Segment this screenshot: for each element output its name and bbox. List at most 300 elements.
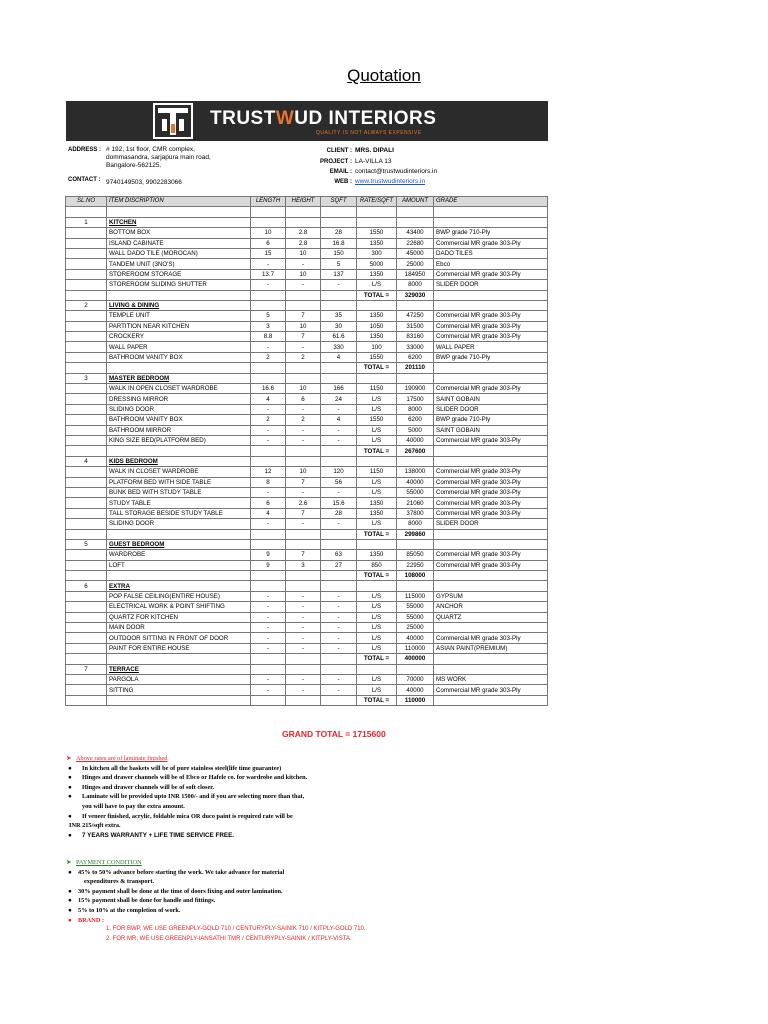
table-cell: SAINT GOBAIN (434, 394, 548, 404)
table-cell: 47250 (397, 311, 434, 321)
table-cell (286, 664, 321, 674)
table-cell: - (321, 519, 357, 529)
table-cell: WALK IN OPEN CLOSET WARDROBE (107, 384, 251, 394)
col-header: RATE/SQFT (357, 197, 397, 207)
table-cell: Commercial MR grade 303-Ply (434, 487, 548, 497)
table-cell: L/S (357, 602, 397, 612)
table-cell (251, 217, 286, 227)
total-row (66, 290, 548, 300)
section-number: 4 (66, 456, 107, 466)
table-cell (397, 539, 434, 549)
section-row (66, 664, 548, 674)
table-cell (286, 300, 321, 310)
table-cell (66, 467, 107, 477)
table-cell (66, 477, 107, 487)
table-row (66, 321, 548, 331)
table-row (66, 435, 548, 445)
brand-line: 1. FOR BWP, WE USE GREENPLY-GOLD 710 / CENTURYPLY-SAINIK 710 / KITPLY-GOLD 710. (106, 926, 366, 933)
table-cell (66, 384, 107, 394)
table-cell (321, 363, 357, 373)
table-cell: MAIN DOOR (107, 623, 251, 633)
table-cell (286, 539, 321, 549)
table-cell (434, 654, 548, 664)
table-cell: 137 (321, 269, 357, 279)
table-row (66, 498, 548, 508)
table-cell: 5 (251, 311, 286, 321)
table-cell: 184950 (397, 269, 434, 279)
table-cell: 6200 (397, 352, 434, 362)
table-cell: 17500 (397, 394, 434, 404)
table-cell: SITTING (107, 685, 251, 695)
table-cell: - (321, 435, 357, 445)
table-cell: 12 (251, 467, 286, 477)
table-cell: 30 (321, 321, 357, 331)
brand-banner (66, 101, 548, 141)
table-cell (357, 456, 397, 466)
total-row (66, 363, 548, 373)
col-header: GRADE (434, 197, 548, 207)
section-name: TERRACE (107, 664, 251, 674)
table-cell (286, 654, 321, 664)
table-cell (66, 290, 107, 300)
table-row (66, 415, 548, 425)
table-row (66, 560, 548, 570)
table-cell: - (251, 487, 286, 497)
table-cell: 21060 (397, 498, 434, 508)
table-cell: 28 (321, 228, 357, 238)
table-cell: 25000 (397, 259, 434, 269)
table-cell: 8 (251, 477, 286, 487)
table-row (66, 384, 548, 394)
table-cell (66, 435, 107, 445)
table-cell: Commercial MR grade 303-Ply (434, 550, 548, 560)
total-value: 110000 (397, 695, 434, 705)
table-cell: 100 (357, 342, 397, 352)
table-cell: 9 (251, 560, 286, 570)
table-cell: - (286, 425, 321, 435)
table-cell (321, 571, 357, 581)
table-cell: 10 (286, 467, 321, 477)
table-cell: 8000 (397, 519, 434, 529)
project-label: PROJECT : (319, 159, 352, 165)
table-cell: - (251, 612, 286, 622)
quotation-table (65, 196, 548, 706)
table-cell (66, 519, 107, 529)
table-cell: - (251, 633, 286, 643)
table-cell (66, 228, 107, 238)
table-cell: - (321, 591, 357, 601)
table-cell: - (321, 425, 357, 435)
table-row (66, 425, 548, 435)
table-cell: 45000 (397, 248, 434, 258)
table-cell: ANCHOR (434, 602, 548, 612)
table-cell (286, 217, 321, 227)
total-label: TOTAL = (357, 654, 397, 664)
table-cell: SLIDER DOOR (434, 280, 548, 290)
table-cell: Commercial MR grade 303-Ply (434, 508, 548, 518)
table-cell (66, 560, 107, 570)
table-cell (321, 539, 357, 549)
address-line: Bangalore-562125. (106, 162, 162, 169)
table-cell: - (321, 602, 357, 612)
section-number: 5 (66, 539, 107, 549)
table-cell: - (251, 280, 286, 290)
table-row (66, 623, 548, 633)
table-cell (286, 446, 321, 456)
table-cell: 10 (251, 228, 286, 238)
table-cell: SLIDER DOOR (434, 519, 548, 529)
table-cell: 1050 (357, 321, 397, 331)
table-cell: L/S (357, 394, 397, 404)
laminate-heading: Above rates are of laminate finished (76, 755, 168, 762)
table-cell: 138000 (397, 467, 434, 477)
section-number: 6 (66, 581, 107, 591)
table-cell: Commercial MR grade 303-Ply (434, 560, 548, 570)
table-cell: L/S (357, 280, 397, 290)
trustwud-logo-icon (152, 101, 194, 141)
table-cell (357, 373, 397, 383)
table-cell (251, 664, 286, 674)
table-cell (321, 456, 357, 466)
bullet-icon: ● (68, 887, 72, 895)
table-cell: 16.8 (321, 238, 357, 248)
table-cell: 1150 (357, 384, 397, 394)
table-cell: Commercial MR grade 303-Ply (434, 467, 548, 477)
bullet-icon: ● (68, 793, 72, 801)
note-item: 7 YEARS WARRANTY + LIFE TIME SERVICE FREE. (82, 831, 235, 839)
note-item: you will have to pay the extra amount. (82, 802, 185, 810)
table-cell: - (251, 591, 286, 601)
bullet-icon: ● (68, 868, 72, 876)
table-cell: 10 (286, 384, 321, 394)
table-cell (107, 290, 251, 300)
table-cell: L/S (357, 643, 397, 653)
table-cell (434, 664, 548, 674)
table-cell (66, 238, 107, 248)
table-cell: 7 (286, 332, 321, 342)
table-cell (357, 300, 397, 310)
table-cell (357, 664, 397, 674)
table-cell: - (251, 425, 286, 435)
table-header-row (66, 197, 548, 207)
table-row (66, 342, 548, 352)
total-label: TOTAL = (357, 571, 397, 581)
table-cell: Commercial MR grade 303-Ply (434, 477, 548, 487)
section-row (66, 456, 548, 466)
table-cell: WALL PAPER (434, 342, 548, 352)
note-item: Hinges and drawer channels will be of soft closer. (82, 783, 215, 791)
table-cell: L/S (357, 633, 397, 643)
table-cell: 190900 (397, 384, 434, 394)
table-cell: 7 (286, 550, 321, 560)
table-cell: Ebco (434, 259, 548, 269)
table-row (66, 519, 548, 529)
table-cell: STOREROOM SLIDING SHUTTER (107, 280, 251, 290)
table-cell: L/S (357, 477, 397, 487)
total-value: 299860 (397, 529, 434, 539)
table-cell: 63 (321, 550, 357, 560)
email-value[interactable]: contact@trustwudinteriors.in (355, 168, 438, 175)
table-cell: - (251, 685, 286, 695)
table-row (66, 633, 548, 643)
table-cell (66, 633, 107, 643)
table-cell (434, 539, 548, 549)
table-cell (434, 207, 548, 217)
table-cell: 3 (286, 560, 321, 570)
page-title: Quotation (347, 66, 421, 85)
table-cell (357, 207, 397, 217)
table-cell: MS WORK (434, 674, 548, 684)
table-cell: 166 (321, 384, 357, 394)
col-header: LENGTH (251, 197, 286, 207)
bullet-icon: ● (68, 831, 72, 839)
table-cell: - (251, 259, 286, 269)
table-cell (397, 456, 434, 466)
address-line: # 192, 1st floor, CMR complex, (106, 146, 195, 153)
table-cell (107, 695, 251, 705)
table-cell: 150 (321, 248, 357, 258)
table-cell (66, 415, 107, 425)
table-cell (251, 363, 286, 373)
table-cell: 2.8 (286, 238, 321, 248)
table-cell: - (286, 602, 321, 612)
table-cell: - (321, 487, 357, 497)
section-name: GUEST BEDROOM (107, 539, 251, 549)
table-row (66, 269, 548, 279)
table-cell (251, 300, 286, 310)
table-cell: Commercial MR grade 303-Ply (434, 435, 548, 445)
total-label: TOTAL = (357, 290, 397, 300)
contact-value: 9740149503, 9902283066 (106, 179, 182, 186)
table-cell: SLIDER DOOR (434, 404, 548, 414)
table-cell (66, 311, 107, 321)
table-cell: PLATFORM BED WITH SIDE TABLE (107, 477, 251, 487)
table-cell (107, 529, 251, 539)
table-cell (286, 571, 321, 581)
table-cell (107, 363, 251, 373)
bullet-icon: ● (68, 764, 72, 772)
table-cell: 40000 (397, 685, 434, 695)
client-value: MRS. DIPALI (355, 147, 394, 154)
table-cell: 40000 (397, 633, 434, 643)
table-cell: 2.8 (286, 228, 321, 238)
table-cell: QUARTZ (434, 612, 548, 622)
email-label: EMAIL : (329, 169, 352, 175)
table-cell (321, 654, 357, 664)
table-cell: 43400 (397, 228, 434, 238)
table-cell (66, 685, 107, 695)
table-cell: 10 (286, 321, 321, 331)
section-name: MASTER BEDROOM (107, 373, 251, 383)
table-row (66, 612, 548, 622)
table-cell: 10 (286, 269, 321, 279)
table-cell: - (251, 623, 286, 633)
table-cell: 8000 (397, 280, 434, 290)
table-cell: 24 (321, 394, 357, 404)
table-cell: - (286, 435, 321, 445)
table-cell (397, 207, 434, 217)
table-cell: Commercial MR grade 303-Ply (434, 269, 548, 279)
table-cell: - (286, 280, 321, 290)
table-cell: 28 (321, 508, 357, 518)
table-cell (286, 207, 321, 217)
table-cell: - (321, 643, 357, 653)
section-name: EXTRA (107, 581, 251, 591)
table-cell: 1350 (357, 311, 397, 321)
payment-block: ➤ PAYMENT CONDITION ● 45% to 50% advance before starting the work. We take advance for material expenditures & transport. ● 30% payment shall be done at the time of doors fixing and outer lamination. ● 15% payment shall be done for handle and fittings. ● 5% to 10% at the completion of work. ● BRAND : 1. FOR BWP, WE USE GREENPLY-GOLD 710 / CENTURYPLY-SAINIK 710 / KITPLY-GOLD 710. 2. FOR MR, WE USE GREENPLY-IANSATHI TMR / CENTURYPLY-SAINIK / KITPLY-VISTA. (66, 858, 706, 944)
table-cell: 5 (321, 259, 357, 269)
table-cell: 55000 (397, 602, 434, 612)
section-row (66, 373, 548, 383)
table-row (66, 674, 548, 684)
table-cell (251, 207, 286, 217)
total-value: 108000 (397, 571, 434, 581)
table-cell: BOTTOM BOX (107, 228, 251, 238)
table-cell: 1550 (357, 415, 397, 425)
col-header: SQFT (321, 197, 357, 207)
table-cell: WALL DADO TILE (MOROCAN) (107, 248, 251, 258)
table-row (66, 311, 548, 321)
bullet-icon: ● (68, 774, 72, 782)
table-cell: 4 (321, 415, 357, 425)
table-cell (66, 259, 107, 269)
table-cell: Commercial MR grade 303-Ply (434, 384, 548, 394)
table-row (66, 259, 548, 269)
table-cell: 10 (286, 248, 321, 258)
table-cell: 6 (251, 238, 286, 248)
client-label: CLIENT : (326, 148, 352, 154)
table-cell: ASIAN PAINT(PREMIUM) (434, 643, 548, 653)
table-row (66, 550, 548, 560)
total-row (66, 529, 548, 539)
table-row (66, 404, 548, 414)
table-cell: 40000 (397, 477, 434, 487)
table-cell (66, 602, 107, 612)
table-cell: 27 (321, 560, 357, 570)
table-cell (66, 508, 107, 518)
payment-item: 5% to 10% at the completion of work. (78, 906, 181, 914)
table-cell (434, 623, 548, 633)
table-cell (66, 654, 107, 664)
table-cell: 40000 (397, 435, 434, 445)
table-cell: L/S (357, 623, 397, 633)
table-cell: WALK IN CLOSET WARDROBE (107, 467, 251, 477)
table-cell (286, 373, 321, 383)
table-cell: BWP grade 710-Ply (434, 352, 548, 362)
total-value: 329030 (397, 290, 434, 300)
table-cell: 7 (286, 508, 321, 518)
table-cell: 85050 (397, 550, 434, 560)
payment-item: 15% payment shall be done for handle and fittings. (78, 897, 216, 905)
table-cell: L/S (357, 487, 397, 497)
table-cell: 850 (357, 560, 397, 570)
table-cell: 8.8 (251, 332, 286, 342)
table-cell: 83160 (397, 332, 434, 342)
table-cell: - (321, 404, 357, 414)
table-cell: - (286, 404, 321, 414)
bullet-icon: ● (68, 916, 72, 924)
table-cell (397, 217, 434, 227)
table-cell: DADO TILES (434, 248, 548, 258)
table-cell (66, 332, 107, 342)
table-cell: Commercial MR grade 303-Ply (434, 321, 548, 331)
table-cell: 16.6 (251, 384, 286, 394)
table-cell (66, 498, 107, 508)
table-cell (321, 664, 357, 674)
table-cell: 2 (251, 415, 286, 425)
table-cell: 4 (251, 508, 286, 518)
address-block (68, 146, 101, 154)
table-cell: 110000 (397, 643, 434, 653)
table-cell (434, 695, 548, 705)
table-cell (66, 404, 107, 414)
table-cell: L/S (357, 685, 397, 695)
table-cell: DRESSING MIRROR (107, 394, 251, 404)
table-cell (251, 539, 286, 549)
table-cell: QUARTZ FOR KITCHEN (107, 612, 251, 622)
table-cell: ISLAND CABINATE (107, 238, 251, 248)
table-row (66, 394, 548, 404)
table-cell (251, 529, 286, 539)
table-cell (251, 290, 286, 300)
table-cell: 31500 (397, 321, 434, 331)
table-cell (251, 654, 286, 664)
table-cell (66, 487, 107, 497)
table-row (66, 643, 548, 653)
table-cell (434, 217, 548, 227)
table-cell (66, 269, 107, 279)
table-cell: - (286, 259, 321, 269)
payment-item: expenditures & transport. (84, 878, 155, 886)
web-link[interactable]: www.trustwudinteriors.in (355, 178, 426, 185)
table-row (66, 508, 548, 518)
table-cell: 5000 (357, 259, 397, 269)
table-cell (321, 581, 357, 591)
table-cell: 55000 (397, 487, 434, 497)
web-label: WEB : (334, 179, 352, 185)
notes-block: ➤ Above rates are of laminate finished ● In kitchen all the baskets will be of pure stainless steel(life time guarantee) ● Hinges and drawer channels will be of Ebco or Hafele co. for wardrobe and kitchen. ● Hinges and drawer channels will be of soft closer. ● Laminate will be provided upto INR 1500/- and if you are selecting more than that, you will have to pay the extra amount. ● If veneer finished, acrylic, foldable mica OR duco paint is required rate will be INR 215/sqft extra. ● 7 YEARS WARRANTY + LIFE TIME SERVICE FREE. (66, 755, 308, 839)
table-cell (107, 446, 251, 456)
table-cell: 2 (251, 352, 286, 362)
table-cell: 300 (357, 248, 397, 258)
table-cell: - (251, 602, 286, 612)
table-cell: 9 (251, 550, 286, 560)
table-cell: - (251, 435, 286, 445)
table-cell: 1350 (357, 269, 397, 279)
table-cell: - (286, 685, 321, 695)
table-cell: 8000 (397, 404, 434, 414)
table-cell: BATHROOM MIRROR (107, 425, 251, 435)
table-cell (107, 571, 251, 581)
table-cell (66, 612, 107, 622)
col-header: SL.NO (66, 197, 107, 207)
table-cell: STUDY TABLE (107, 498, 251, 508)
table-cell (286, 695, 321, 705)
table-cell: 70000 (397, 674, 434, 684)
table-cell (66, 623, 107, 633)
table-cell: BATHROOM VANITY BOX (107, 352, 251, 362)
section-name: LIVING & DINING (107, 300, 251, 310)
table-cell: - (286, 623, 321, 633)
table-cell: BATHROOM VANITY BOX (107, 415, 251, 425)
total-label: TOTAL = (357, 529, 397, 539)
bullet-icon: ● (68, 783, 72, 791)
total-value: 400000 (397, 654, 434, 664)
table-cell (434, 446, 548, 456)
section-number: 1 (66, 217, 107, 227)
table-cell: - (286, 612, 321, 622)
table-cell (66, 248, 107, 258)
